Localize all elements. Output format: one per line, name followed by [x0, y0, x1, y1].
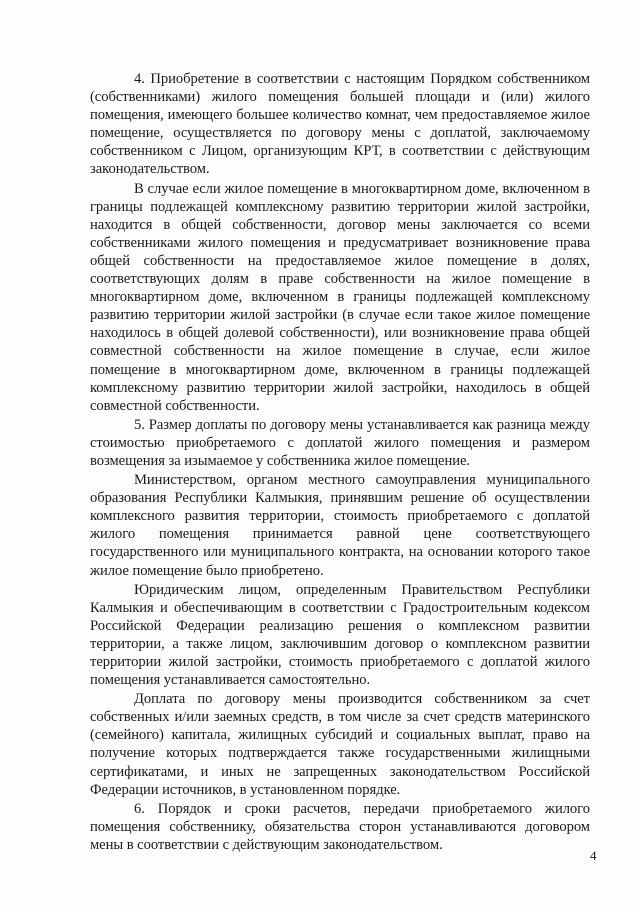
paragraph-payment-sources: Доплата по договору мены производится собственником за счет собственных и/или заемных средств, в том числе за счет средств материнского (семейного) капитала, жилищных субсидий и социальных выплат, право на получение которых подтверждается также государственными жилищными сертификатами, и иных не запрещенных законодательством Российской Федерации источников, в установленном порядке. [90, 691, 590, 798]
page-number: 4 [590, 848, 597, 863]
paragraph-common-ownership: В случае если жилое помещение в многоквартирном доме, включенном в границы подлежащей комплексному развитию территории жилой застройки, находится в общей собственности, договор мены заключается со всеми собственниками жилого помещения и предусматривает возникновение права общей собственности на предоставляемое жилое помещение в долях, соответствующих долям в праве собственности на жилое помещение в многоквартирном доме, включенном в границы подлежащей комплексному развитию территории жилой застройки (в случае если такое жилое помещение находилось в общей долевой собственности), или возникновение права общей совместной собственности на жилое помещение в случае, если жилое помещение в многоквартирном доме, включенном в границы подлежащей комплексному развитию территории жилой застройки, находилось в общей совместной собственности. [90, 180, 590, 414]
paragraph-item-4: 4. Приобретение в соответствии с настоящим Порядком собственником (собственниками) жилого помещения большей площади и (или) жилого помещения, имеющего большее количество комнат, чем предоставляемое жилое помещение, осуществляется по договору мены с доплатой, заключаемому собственником с Лицом, организующим КРТ, в соответствии с действующим законодательством. [90, 71, 590, 178]
paragraph-item-5: 5. Размер доплаты по договору мены устанавливается как разница между стоимостью приобретаемого с доплатой жилого помещения и размером возмещения за изымаемое у собственника жилое помещение. [90, 416, 590, 469]
paragraph-legal-entity-cost: Юридическим лицом, определенным Правительством Республики Калмыкия и обеспечивающим в соответствии с Градостроительным кодексом Российской Федерации реализацию решения о комплексном развитии территории, а также лицом, заключившим договор о комплексном развитии территории жилой застройки, стоимость приобретаемого с доплатой жилого помещения устанавливается самостоятельно. [90, 581, 590, 689]
paragraph-item-6: 6. Порядок и сроки расчетов, передачи приобретаемого жилого помещения собственнику, обязательства сторон устанавливаются договором мены в соответствии с действующим законодательством. [90, 800, 590, 853]
document-body [90, 70, 590, 855]
paragraph-ministry-cost: Министерством, органом местного самоуправления муниципального образования Республики Калмыкия, принявшим решение об осуществлении комплексного развития территории, стоимость приобретаемого с доплатой жилого помещения принимается равной цене соответствующего государственного или муниципального контракта, на основании которого такое жилое помещение было приобретено. [90, 472, 590, 579]
